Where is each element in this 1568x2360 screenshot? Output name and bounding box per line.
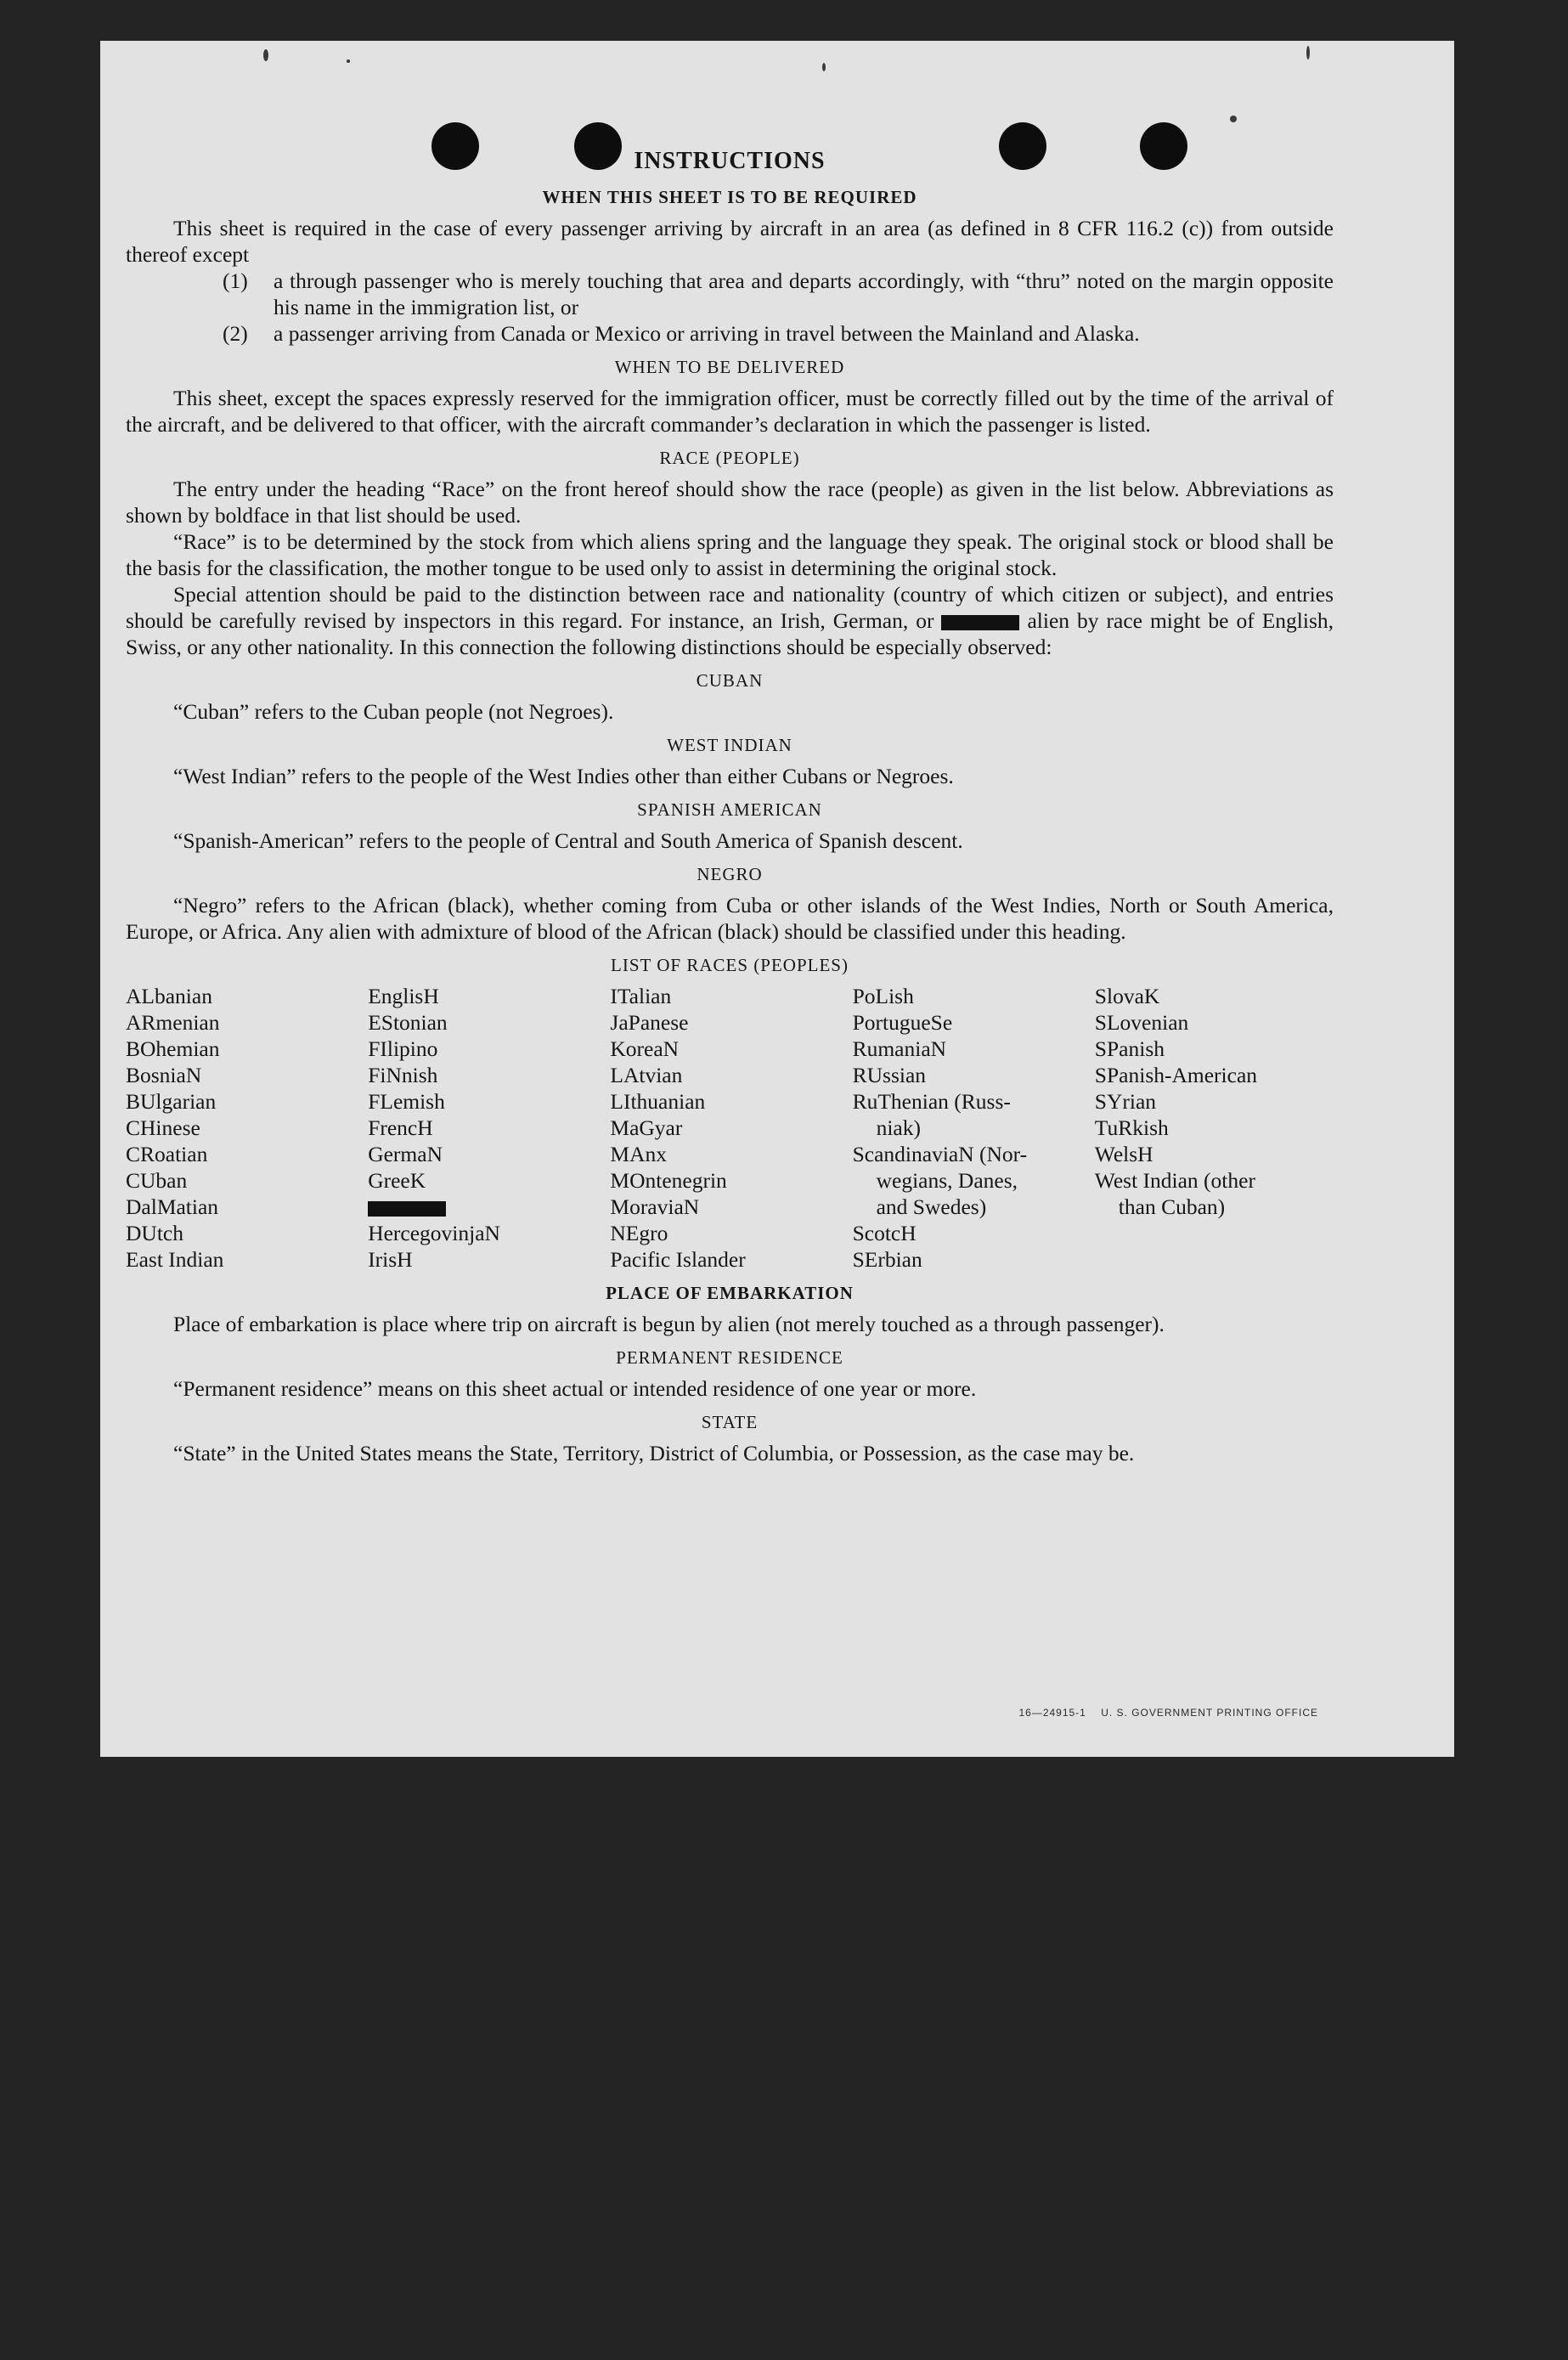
race-entry-continuation: than Cuban) [1118,1194,1226,1219]
race-entry: PortugueSe [852,1010,953,1035]
race-3-text-after: alien by race might be of English, Swiss, or any other nationality. In this connection the following distinctions should be especially observed: [126,608,1334,659]
paragraph-residence: “Permanent residence” means on this sheet actual or intended residence of one year or more. [173,1376,977,1401]
heading-cuban: CUBAN [696,670,764,691]
paragraph-embarkation: Place of embarkation is place where trip on aircraft is begun by alien (not merely touched as a through passenger). [173,1312,1165,1336]
race-entry: BosniaN [126,1063,202,1087]
race-entry: CRoatian [126,1142,208,1166]
race-entry: FLemish [368,1089,445,1114]
race-entry: RumaniaN [852,1036,947,1061]
redaction-mark [368,1201,446,1217]
paragraph-negro: “Negro” refers to the African (black), whether coming from Cuba or other islands of the West Indies, North or South America, Europe, or Africa. Any alien with admixture of blood of the African (black) should be classified under this heading. [126,893,1334,944]
exceptions-list [126,268,1334,347]
race-entry: SErbian [852,1247,922,1272]
race-entry: NEgro [610,1221,668,1245]
speck [1306,46,1310,59]
document-sheet [100,41,1454,1757]
race-entry: MOntenegrin [610,1168,727,1193]
race-entry: ITalian [610,984,672,1008]
race-entry: FiNnish [368,1063,438,1087]
race-entry: PoLish [852,984,914,1008]
race-entry: RUssian [852,1063,927,1087]
race-entry: IrisH [368,1247,413,1272]
race-entry: MoraviaN [610,1194,700,1219]
speck [1230,116,1237,122]
paragraph-west-indian: “West Indian” refers to the people of the West Indies other than either Cubans or Negroes. [173,764,954,788]
speck [347,59,350,63]
race-entry: FrencH [368,1115,433,1140]
race-entry: ScotcH [852,1221,917,1245]
heading-races-list: LIST OF RACES (PEOPLES) [611,955,849,975]
race-entry: DUtch [126,1221,183,1245]
paragraph-race-3 [126,581,1334,660]
paragraph-when-required: This sheet is required in the case of every passenger arriving by aircraft in an area (as defined in 8 CFR 116.2 (c)) from outside thereof except [126,216,1334,267]
paragraph-state: “State” in the United States means the State, Territory, District of Columbia, or Possession, as the case may be. [173,1441,1135,1465]
printer-imprint [1018,1707,1318,1719]
race-entry-continuation: and Swedes) [876,1194,987,1219]
races-column-1 [126,983,364,1273]
race-entry: BUlgarian [126,1089,217,1114]
race-entry: FIlipino [368,1036,438,1061]
heading-race: RACE (PEOPLE) [659,448,800,468]
race-entry: WelsH [1094,1142,1153,1166]
redaction-mark [941,615,1019,630]
speck [822,63,826,71]
list-item [126,320,1334,347]
race-entry: EnglisH [368,984,439,1008]
list-number: (2) [223,321,248,346]
race-entry: GermaN [368,1142,443,1166]
race-entry: MAnx [610,1142,667,1166]
race-entry: BOhemian [126,1036,220,1061]
race-entry: SPanish [1094,1036,1165,1061]
document-content [126,148,1334,1466]
race-entry-continuation: niak) [876,1115,921,1140]
speck [263,49,268,61]
race-entry: KoreaN [610,1036,680,1061]
race-entry: LAtvian [610,1063,683,1087]
paragraph-race-2: “Race” is to be determined by the stock from which aliens spring and the language they speak. The original stock or blood shall be the basis for the classification, the mother tongue to be used only to assist in determining the original stock. [126,529,1334,580]
race-entry: DalMatian [126,1194,219,1219]
race-entry: West Indian (other [1094,1168,1255,1193]
races-column-2 [368,983,606,1273]
race-entry-continuation: wegians, Danes, [876,1168,1018,1193]
race-entry: ALbanian [126,984,212,1008]
heading-west-indian: WEST INDIAN [667,735,792,755]
race-entry: East Indian [126,1247,224,1272]
race-entry: JaPanese [610,1010,689,1035]
paragraph-spanish-american: “Spanish-American” refers to the people of Central and South America of Spanish descent. [173,828,963,853]
printer-name: U. S. GOVERNMENT PRINTING OFFICE [1101,1707,1318,1719]
race-entry: SPanish-American [1094,1063,1258,1087]
heading-when-delivered: WHEN TO BE DELIVERED [614,357,845,377]
heading-spanish-american: SPANISH AMERICAN [637,799,822,820]
heading-residence: PERMANENT RESIDENCE [616,1347,843,1368]
heading-embarkation: PLACE OF EMBARKATION [606,1283,854,1303]
paragraph-when-delivered: This sheet, except the spaces expressly reserved for the immigration officer, must be correctly filled out by the time of the arrival of the aircraft, and be delivered to that officer, with the aircraft commander’s declaration in which the passenger is listed. [126,386,1334,437]
race-entry: SLovenian [1094,1010,1189,1035]
race-entry: Pacific Islander [610,1247,746,1272]
race-entry: ScandinaviaN (Nor- [852,1142,1028,1166]
document-title: INSTRUCTIONS [634,148,826,174]
races-column-3 [610,983,849,1273]
paragraph-race-1: The entry under the heading “Race” on the front hereof should show the race (people) as given in the list below. Abbreviations as shown by boldface in that list should be used. [126,477,1334,528]
race-entry: RuThenian (Russ- [852,1089,1011,1114]
list-text: a passenger arriving from Canada or Mexico or arriving in travel between the Mainland and Alaska. [274,321,1140,346]
races-column-4 [853,983,1091,1273]
race-entry: EStonian [368,1010,448,1035]
race-entry: LIthuanian [610,1089,706,1114]
race-entry: SlovaK [1094,984,1160,1008]
race-entry: CUban [126,1168,188,1193]
race-entry: MaGyar [610,1115,683,1140]
race-entry: CHinese [126,1115,200,1140]
race-entry: SYrian [1094,1089,1157,1114]
race-entry: GreeK [368,1168,426,1193]
race-entry-redacted [368,1194,606,1220]
race-3-text-before: Special attention should be paid to the distinction between race and nationality (country of which citizen or subject), and entries should be carefully revised by inspectors in this regard. For instance, an Irish, German, or [126,582,1334,633]
list-text: a through passenger who is merely touching that area and departs accordingly, with “thru” noted on the margin opposite his name in the immigration list, or [274,268,1334,319]
races-table [126,983,1334,1273]
heading-state: STATE [701,1412,759,1432]
races-column-5 [1095,983,1334,1273]
paragraph-cuban: “Cuban” refers to the Cuban people (not Negroes). [173,699,614,724]
heading-when-required: WHEN THIS SHEET IS TO BE REQUIRED [542,187,917,207]
form-number: 16—24915-1 [1018,1707,1086,1719]
heading-negro: NEGRO [697,864,763,884]
list-number: (1) [223,268,248,293]
list-item [126,268,1334,320]
race-entry: HercegovinjaN [368,1221,500,1245]
race-entry: TuRkish [1094,1115,1169,1140]
race-entry: ARmenian [126,1010,220,1035]
